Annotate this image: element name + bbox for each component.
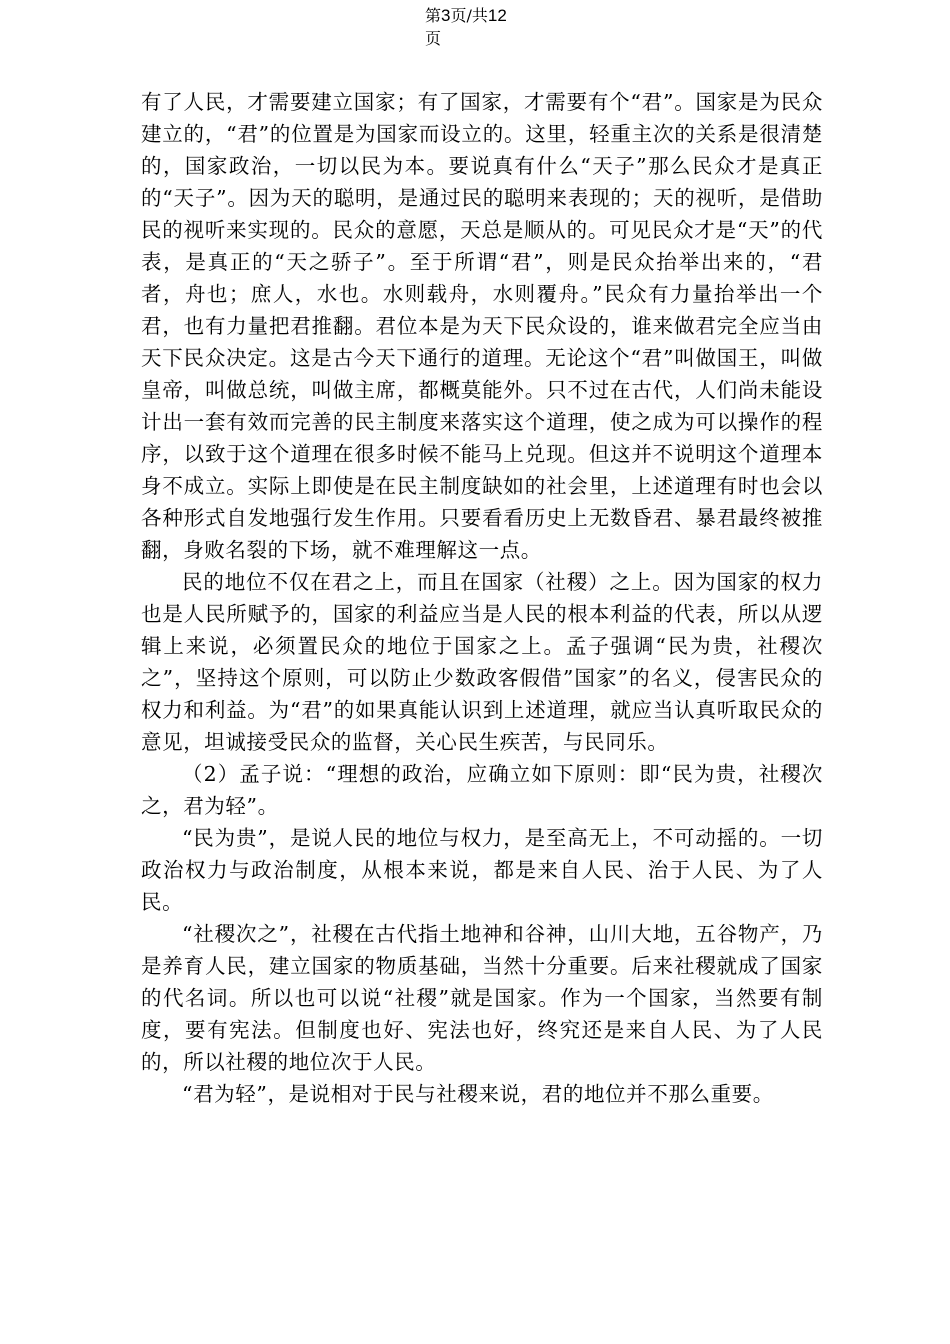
page-separator: 页/共 bbox=[450, 6, 488, 25]
paragraph-3: （2）孟子说：“理想的政治，应确立如下原则：即“民为贵，社稷次之，君为轻”。 bbox=[141, 762, 823, 818]
page-suffix: 页 bbox=[425, 29, 442, 48]
total-page-count: 12 bbox=[487, 6, 507, 25]
paragraph-6: “君为轻”，是说相对于民与社稷来说，君的地位并不那么重要。 bbox=[182, 1082, 774, 1106]
page-number-line-1 bbox=[425, 4, 555, 27]
paragraph-4: “民为贵”，是说人民的地位与权力，是至高无上，不可动摇的。一切政治权力与政治制度，从根本来说，都是来自人民、治于人民、为了人民。 bbox=[141, 826, 823, 914]
paragraph-1: 有了人民，才需要建立国家；有了国家，才需要有个“君”。国家是为民众建立的，“君”的位置是为国家而设立的。这里，轻重主次的关系是很清楚的，国家政治，一切以民为本。要说真有什么“天子”那么民众才是真正的“天子”。因为天的聪明，是通过民的聪明来表现的；天的视听，是借助民的视听来实现的。民众的意愿，天总是顺从的。可见民众才是“天”的代表，是真正的“天之骄子”。至于所谓“君”，则是民众抬举出来的，“君者，舟也；庶人，水也。水则载舟，水则覆舟。”民众有力量抬举出一个君，也有力量把君推翻。君位本是为天下民众设的，谁来做君完全应当由天下民众决定。这是古今天下通行的道理。无论这个“君”叫做国王，叫做皇帝，叫做总统，叫做主席，都概莫能外。只不过在古代，人们尚未能设计出一套有效而完善的民主制度来落实这个道理，使之成为可以操作的程序，以致于这个道理在很多时候不能马上兑现。但这并不说明这个道理本身不成立。实际上即使是在民主制度缺如的社会里，上述道理有时也会以各种形式自发地强行发生作用。只要看看历史上无数昏君、暴君最终被推翻，身败名裂的下场，就不难理解这一点。 bbox=[141, 90, 823, 562]
paragraph-2: 民的地位不仅在君之上，而且在国家（社稷）之上。因为国家的权力也是人民所赋予的，国家的利益应当是人民的根本利益的代表，所以从逻辑上来说，必须置民众的地位于国家之上。孟子强调“民为贵，社稷次之”，坚持这个原则，可以防止少数政客假借”国家”的名义，侵害民众的权力和利益。为“君”的如果真能认识到上述道理，就应当认真听取民众的意见，坦诚接受民众的监督，关心民生疾苦，与民同乐。 bbox=[141, 570, 823, 754]
page-prefix: 第 bbox=[425, 6, 442, 25]
current-page-number: 3 bbox=[441, 6, 451, 25]
paragraph-5: “社稷次之”，社稷在古代指土地神和谷神，山川大地，五谷物产，乃是养育人民，建立国家的物质基础，当然十分重要。后来社稷就成了国家的代名词。所以也可以说“社稷”就是国家。作为一个国家，当然要有制度，要有宪法。但制度也好、宪法也好，终究还是来自人民、为了人民的，所以社稷的地位次于人民。 bbox=[141, 922, 823, 1074]
page-number-header bbox=[425, 4, 555, 50]
document-body bbox=[141, 86, 823, 1110]
